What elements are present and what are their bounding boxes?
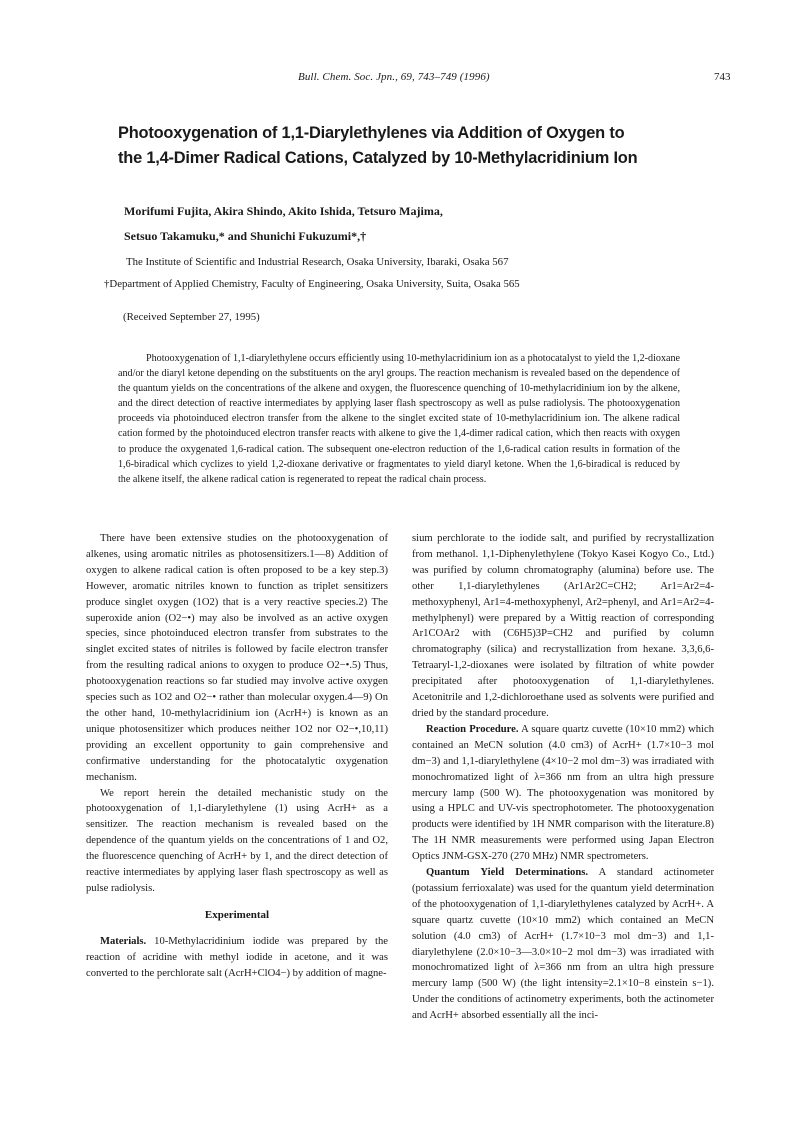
running-header [0, 71, 793, 89]
journal-citation: Bull. Chem. Soc. Jpn., 69, 743–749 (1996) [298, 71, 490, 83]
materials-paragraph [86, 934, 388, 982]
quantum-yield-text: A standard actinometer (potassium ferrioxalate) was used for the quantum yield determination of the photooxygenation of 1,1-diarylethylenes catalyzed by AcrH+. A square quartz cuvette (10×10 mm2) which contained an MeCN solution (4.0 cm3) of AcrH+ (1.7×10−3 mol dm−3) and 1,1-diarylethylene (2.0×10−3—3.0×10−2 mol dm−3) was irradiated with monochromatized light of λ=366 nm from an ultra high pressure mercury lamp (500 W) (the light intensity=2.1×10−8 einstein s−1). Under the conditions of actinometry experiments, both the actinometer and AcrH+ absorbed essentially all the inci- [412, 867, 714, 1022]
abstract-text: Photooxygenation of 1,1-diarylethylene occurs efficiently using 10-methylacridinium ion as a photocatalyst to yield the 1,2-dioxane and/or the diaryl ketone depending on the substituents on the aryl groups. The reaction mechanism is revealed based on the dependence of the quantum yields on the concentrations of the alkene and oxygen, the fluorescence quenching of 10-methylacridinium ion by the alkene, and the direct detection of reactive intermediates by applying laser flash spectroscopy as well as pulse radiolysis. The photooxygenation proceeds via photoinduced electron transfer from the alkene to the singlet excited state of 10-methylacridinium ion. The alkene radical cation formed by the photoinduced electron transfer reacts with alkene to give the 1,4-dimer radical cation, which then reacts with oxygen to produce the oxygenated 1,6-radical cation. The subsequent one-electron reduction of the 1,6-radical cation results in formation of the 1,6-biradical which cyclizes to yield 1,2-dioxane derivative or fragmentates to yield diaryl ketone. When the 1,6-biradical is reduced by the alkene itself, the alkene radical cation is regenerated to repeat the radical chain process. [118, 353, 680, 485]
section-heading-experimental: Experimental [204, 908, 270, 921]
reaction-procedure-run-head: Reaction Procedure. [426, 723, 519, 735]
article-title [118, 121, 698, 171]
received-date: (Received September 27, 1995) [123, 311, 260, 323]
left-column [86, 531, 388, 981]
quantum-yield-paragraph [412, 865, 714, 1024]
materials-text: 10-Methylacridinium iodide was prepared by the reaction of acridine with methyl iodide in acetone, and it was converted to the perchlorate salt (AcrH+ClO4−) by addition of magne- [86, 935, 388, 979]
reaction-procedure-paragraph [412, 722, 714, 865]
quantum-yield-run-head: Quantum Yield Determinations. [426, 867, 588, 879]
intro-paragraph-2: We report herein the detailed mechanistic study on the photooxygenation of 1,1-diarylethylene (1) using AcrH+ as a sensitizer. The reaction mechanism is revealed based on the dependence of the quantum yields on the concentrations of 1 and O2, the fluorescence quenching of AcrH+ by 1, and the direct detection of reactive intermediates by applying laser flash spectroscopy as well as pulse radiolysis. [86, 787, 388, 894]
title-line-2: the 1,4-Dimer Radical Cations, Catalyzed by 10-Methylacridinium Ion [118, 149, 638, 167]
materials-continued: sium perchlorate to the iodide salt, and purified by recrystallization from methanol. 1,1-Diphenylethylene (Tokyo Kasei Kogyo Co., Ltd.) was purified by column chromatography (alumina) before use. The other 1,1-diarylethylenes (Ar1Ar2C=CH2; Ar1=Ar2=4-methoxyphenyl, Ar1=4-methoxyphenyl, Ar2=phenyl, and Ar1=Ar2=4-methylphenyl) were prepared by a Wittig reaction of corresponding Ar1COAr2 with (C6H5)3P=CH2 and purified by column chromatography (silica) and recrystallization from hexane. 3,3,6,6-Tetraaryl-1,2-dioxanes were isolated by filtration of white powder precipitated after photooxygenation of 1,1-diarylethylenes. Acetonitrile and 1,2-dichloroethane used as solvents were purified and dried by the standard procedure. [412, 533, 714, 719]
author-list [124, 199, 684, 249]
affiliation-1: The Institute of Scientific and Industrial Research, Osaka University, Ibaraki, Osaka 567 [126, 256, 509, 268]
affiliation-2: †Department of Applied Chemistry, Faculty of Engineering, Osaka University, Suita, Osaka 565 [104, 278, 520, 290]
page-number: 743 [714, 71, 731, 83]
authors-line-2: Setsuo Takamuku,* and Shunichi Fukuzumi*,† [124, 229, 367, 243]
reaction-procedure-text: A square quartz cuvette (10×10 mm2) which contained an MeCN solution (4.0 cm3) of AcrH+ (1.7×10−3 mol dm−3) and 1,1-diarylethylene (4×10−2 mol dm−3) was irradiated with monochromatized light of λ=366 nm from an ultra high pressure mercury lamp (500 W). The photooxygenation was monitored by using a HPLC and UV-vis spectrophotometer. The photooxygenation products were identified by 1H NMR comparison with the literature.8) The 1H NMR measurements were performed using Japan Electron Optics JNM-GSX-270 (270 MHz) NMR spectrometers. [412, 723, 714, 863]
authors-line-1: Morifumi Fujita, Akira Shindo, Akito Ishida, Tetsuro Majima, [124, 204, 443, 218]
right-column [412, 531, 714, 1024]
materials-run-head: Materials. [100, 935, 147, 947]
intro-paragraph-1: There have been extensive studies on the photooxygenation of alkenes, using aromatic nitriles as photosensitizers.1—8) Addition of oxygen to alkene radical cation is often proposed to be a key step.3) However, aromatic nitriles known to function as triplet sensitizers produce singlet oxygen (1O2) that is a very reactive species.2) The superoxide anion (O2−•) may also be involved as an active oxygen species, since photoinduced electron transfer from substrates to the singlet excited states of nitriles is followed by facile electron transfer from the resulting radical anions to oxygen to produce O2−•.5) Thus, photooxygenation reactions so far studied may involve active oxygen species such as 1O2 and O2−• rather than molecular oxygen.4—9) On the other hand, 10-methylacridinium ion (AcrH+) is known as an unique photosensitizer which produces neither 1O2 nor O2−•,10,11) providing an excellent opportunity to gain comprehensive and confirmative understanding for the photocatalytic oxygenation mechanism. [86, 533, 388, 783]
title-line-1: Photooxygenation of 1,1-Diarylethylenes via Addition of Oxygen to [118, 124, 625, 142]
abstract [118, 351, 680, 487]
